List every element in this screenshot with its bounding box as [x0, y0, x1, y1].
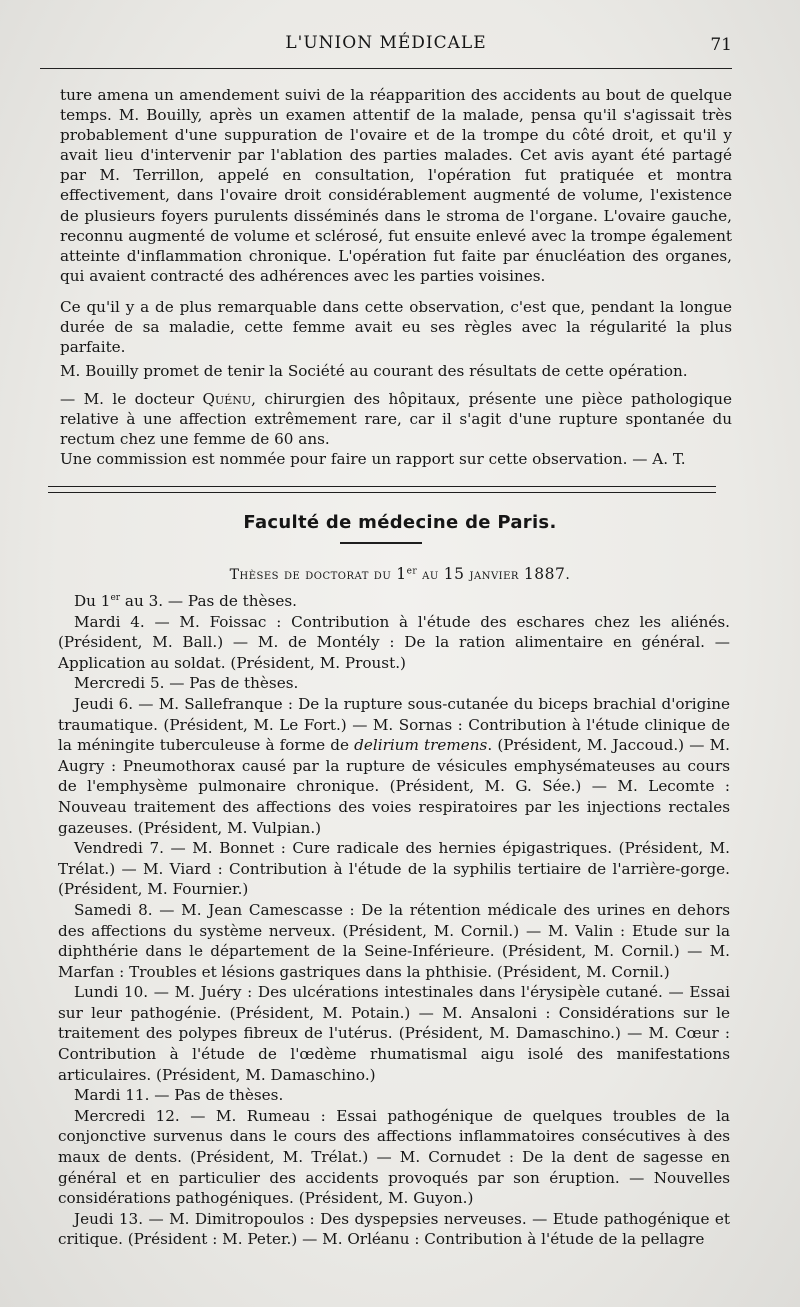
subheading-part: 1887	[523, 565, 566, 583]
list-item: Mardi 4. — M. Foissac : Contribution à l'étude des eschares chez les aliénés. (Président, M. Ball.) — M. de Montély : De la ration alimentaire en général. — Application au soldat. (Président, M. Proust.)	[58, 612, 730, 672]
paragraph-presentation	[60, 389, 732, 449]
page-number: 71	[710, 35, 732, 55]
paragraph-case-report: ture amena un amendement suivi de la réapparition des accidents au bout de quelque temps. M. Bouilly, après un examen attentif de la malade, pensa qu'il s'agissait très probablement d'une suppuration de l'ovaire et de la trompe du côté droit, et qu'il y avait lieu d'intervenir par l'ablation des parties malades. Cet avis ayant été partagé par M. Terrillon, appelé en consultation, l'opération fut pratiquée et montra effectivement, dans l'ovaire droit considérablement augmenté de volume, l'existence de plusieurs foyers purulents disséminés dans le stroma de l'organe. L'ovaire gauche, reconnu augmenté de volume et sclérosé, fut ensuite enlevé avec la trompe également atteinte d'inflammation chronique. L'opération fut faite par énucléation des organes, qui avaient contracté des adhérences avec les parties voisines.	[60, 86, 732, 285]
society-report	[60, 85, 732, 286]
subheading-part: janvier	[464, 567, 524, 583]
presentation-name: Quénu	[202, 390, 252, 408]
header-rule	[40, 68, 732, 69]
entry-text: . (Président, M. Jaccoud.) — M. Augry : Pneumothorax causé par la rupture de vésicules emphysémateuses au cours de l'emphysème pulmonaire chronique. (Président, M. G. Sée.) — M. Lecomte : Nouveau traitement des affections des voies respiratoires par les injections rectales gazeuses. (Président, M. Vulpian.)	[58, 736, 730, 837]
list-item: Mercredi 12. — M. Rumeau : Essai pathogénique de quelques troubles de la conjonctive survenus dans le cours des affections inflammatoires consécutives à des maux de dents. (Président, M. Trélat.) — M. Cornudet : De la dent de sagesse en général et en particulier des accidents provoqués par son éruption. — Nouvelles considérations pathogéniques. (Président, M. Guyon.)	[58, 1106, 730, 1208]
paragraph-remark: Ce qu'il y a de plus remarquable dans cette observation, c'est que, pendant la longue durée de sa maladie, cette femme avait eu ses règles avec la régularité la plus parfaite.	[60, 298, 732, 357]
list-item: Mardi 11. — Pas de thèses.	[74, 1086, 284, 1105]
list-item: Samedi 8. — M. Jean Camescasse : De la rétention médicale des urines en dehors des affections du système nerveux. (Président, M. Cornil.) — M. Valin : Etude sur la diphthérie dans le département de la Seine-Inférieure. (Président, M. Cornil.) — M. Marfan : Troubles et lésions gastriques dans la phthisie. (Président, M. Cornil.)	[58, 900, 730, 981]
entry-italic: delirium tremens	[354, 736, 488, 755]
subheading-part: Thèses de doctorat du	[229, 567, 397, 583]
entry-text: au 3. — Pas de thèses.	[120, 592, 297, 610]
list-item	[58, 591, 730, 612]
running-title: L'UNION MÉDICALE	[285, 33, 487, 53]
entry-text: Jeudi 6. — M. Sallefranque : De la rupture sous-cutanée du biceps brachial d'origine traumatique. (Président, M. Le Fort.) — M. Sornas : Contribution à l'étude clinique de la méningite tuberculeuse à forme de	[58, 694, 730, 755]
list-item: Lundi 10. — M. Juéry : Des ulcérations intestinales dans l'érysipèle cutané. — Essai sur leur pathogénie. (Président, M. Potain.) — M. Ansaloni : Considérations sur le traitement des polypes fibreux de l'utérus. (Président, M. Damaschino.) — M. Cœur : Contribution à l'étude de l'œdème rhumatismal aigu isolé des manifestations articulaires. (Président, M. Damaschino.)	[58, 983, 730, 1084]
entry-sup: er	[110, 592, 121, 603]
subheading-part: au	[417, 567, 444, 583]
paragraph-commission: Une commission est nommée pour faire un rapport sur cette observation. — A. T.	[60, 450, 686, 469]
theses-subheading	[40, 565, 760, 583]
entry-text: Du 1	[74, 592, 111, 610]
subheading-part: 1	[396, 565, 407, 583]
presentation-body: , chirurgien des hôpitaux, présente une pièce pathologique relative à une affection extrêmement rare, car il s'agit d'une rupture spontanée du rectum chez une femme de 60 ans.	[60, 390, 732, 449]
society-presentation	[60, 389, 732, 469]
society-promise	[60, 361, 732, 381]
subheading-part: .	[565, 567, 571, 583]
paragraph-promise: M. Bouilly promet de tenir la Société au courant des résultats de cette opération.	[60, 362, 688, 380]
presentation-intro: — M. le docteur	[60, 390, 203, 408]
section-divider	[48, 486, 716, 493]
section-title: Faculté de médecine de Paris.	[243, 512, 557, 533]
subheading-part: er	[406, 566, 418, 577]
list-item: Mercredi 5. — Pas de thèses.	[74, 674, 299, 693]
page-header	[40, 33, 732, 59]
list-item	[58, 694, 730, 838]
list-item: Jeudi 13. — M. Dimitropoulos : Des dyspepsies nerveuses. — Etude pathogénique et critique. (Président : M. Peter.) — M. Orléanu : Contribution à l'étude de la pellagre	[58, 1209, 730, 1249]
list-item: Vendredi 7. — M. Bonnet : Cure radicale des hernies épigastriques. (Président, M. Trélat.) — M. Viard : Contribution à l'étude de la syphilis tertiaire de l'arrière-gorge. (Président, M. Fournier.)	[58, 839, 730, 899]
society-remark	[60, 297, 732, 357]
theses-list	[58, 591, 730, 1250]
subheading-part: 15	[443, 565, 465, 583]
title-underline	[340, 542, 422, 544]
